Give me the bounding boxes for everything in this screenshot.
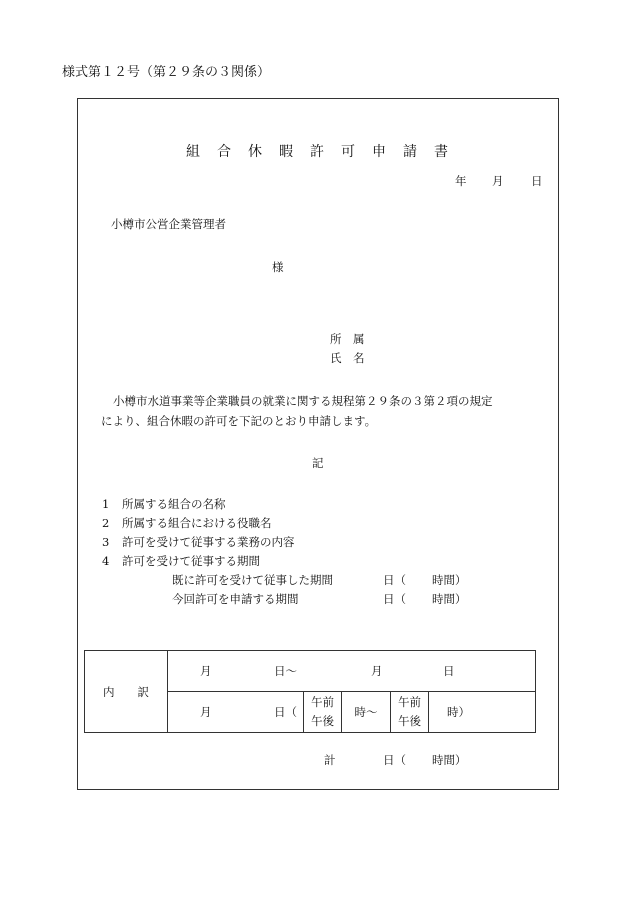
date-year: 年 (455, 174, 467, 188)
total-hours: 時間） (432, 753, 467, 767)
pm-label: 午後 (398, 714, 421, 728)
total-label: 計 (324, 753, 336, 767)
form-title: 組合休暇許可申請書 (186, 144, 465, 160)
list-item-text: 所属する組合の名称 (122, 497, 226, 511)
period-hours-current: 時間） (432, 592, 467, 606)
total-day: 日（ (383, 753, 406, 767)
row1-month-start: 月 (200, 664, 212, 678)
list-item-number: 2 (102, 516, 110, 530)
body-line-2: により、組合休暇の許可を下記のとおり申請します。 (101, 414, 377, 428)
period-hours-past: 時間） (432, 573, 467, 587)
row1-day-start: 日～ (274, 664, 297, 678)
row2-hour-end-cell (429, 692, 536, 733)
am-label: 午前 (311, 695, 334, 709)
row2-hour-end: 時） (447, 705, 470, 719)
list-item-number: 3 (102, 535, 110, 549)
row2-hour-to-cell (342, 692, 391, 733)
period-label-past: 既に許可を受けて従事した期間 (172, 573, 333, 587)
breakdown-table (84, 650, 536, 733)
row2-ampm-start (304, 692, 342, 733)
name-label: 氏 名 (330, 351, 365, 365)
ki-heading: 記 (312, 456, 324, 470)
period-day-past: 日（ (383, 573, 406, 587)
pm-label: 午後 (311, 714, 334, 728)
form-number: 様式第１２号（第２９条の３関係） (62, 65, 271, 80)
breakdown-label: 内 訳 (103, 684, 149, 699)
list-item-text: 許可を受けて従事する期間 (122, 554, 260, 568)
honorific: 様 (272, 260, 284, 274)
body-line-1: 小樽市水道事業等企業職員の就業に関する規程第２９条の３第２項の規定 (113, 394, 493, 408)
date-day: 日 (531, 174, 543, 188)
row2-day: 日（ (274, 705, 297, 719)
am-label: 午前 (398, 695, 421, 709)
row2-date-cell (168, 692, 304, 733)
recipient: 小樽市公営企業管理者 (111, 217, 226, 231)
row2-hour-to: 時～ (354, 705, 378, 719)
period-day-current: 日（ (383, 592, 406, 606)
row1-day-end: 日 (443, 664, 455, 678)
row1-month-end: 月 (371, 664, 383, 678)
row2-ampm-end (391, 692, 429, 733)
row2-month: 月 (200, 705, 212, 719)
list-item-number: 1 (102, 497, 110, 511)
period-label-current: 今回許可を申請する期間 (172, 592, 299, 606)
list-item-number: 4 (102, 554, 110, 568)
affiliation-label: 所 属 (330, 332, 365, 346)
breakdown-row-1 (168, 651, 536, 692)
list-item-text: 許可を受けて従事する業務の内容 (122, 535, 295, 549)
date-month: 月 (492, 174, 504, 188)
breakdown-label-cell (85, 651, 168, 733)
list-item-text: 所属する組合における役職名 (122, 516, 272, 530)
